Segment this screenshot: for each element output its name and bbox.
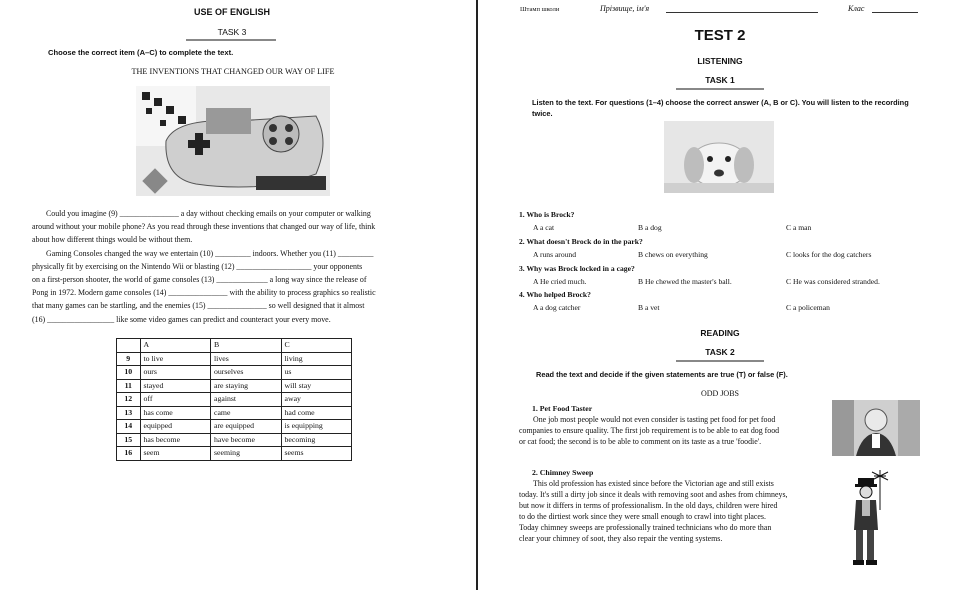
left-page: [0, 0, 476, 590]
question-2: 2. What doesn't Brock do in the park?: [519, 237, 643, 246]
task2-heading: TASK 2: [705, 347, 735, 357]
table-cell: stayed: [140, 379, 211, 393]
listening-heading: LISTENING: [697, 56, 743, 66]
table-cell: has become: [140, 433, 211, 447]
option-4b[interactable]: B a vet: [638, 303, 660, 312]
section1-text: [519, 414, 825, 447]
options-table: [116, 338, 352, 461]
table-row: [117, 420, 352, 434]
table-row: [117, 433, 352, 447]
option-1b[interactable]: B a dog: [638, 223, 662, 232]
table-cell: seem: [140, 447, 211, 461]
passage: [32, 207, 434, 326]
passage-line: Pong in 1972. Modern game consoles (14) _______________ with the ability to process graphics so realistic: [32, 288, 376, 298]
game-controller-image: [136, 86, 330, 196]
section1-line: or cat food; the second is to be able to comment on its taste as a true 'foodie'.: [519, 437, 762, 446]
table-cell: 14: [117, 420, 141, 434]
school-stamp-label: Штамп школи: [520, 6, 560, 13]
table-cell: 16: [117, 447, 141, 461]
task2-underline: [676, 360, 764, 362]
task1-underline: [676, 88, 764, 90]
table-cell: becoming: [281, 433, 352, 447]
table-cell: has come: [140, 406, 211, 420]
passage-line: that many games can be startling, and the enemies (15) _______________ so well designed that it almost: [32, 301, 365, 311]
table-cell: seems: [281, 447, 352, 461]
instruction: Choose the correct item (A–C) to complete the text.: [48, 48, 234, 57]
table-row: [117, 352, 352, 366]
right-page: [478, 0, 957, 590]
table-cell: 12: [117, 393, 141, 407]
section-heading: USE OF ENGLISH: [193, 7, 270, 17]
surname-label: Прізвище, ім'я: [600, 4, 650, 13]
passage-line: physically fit by exercising on the Nintendo Wii or blasting (12) ___________________ your opponents: [32, 261, 363, 271]
table-cell: 15: [117, 433, 141, 447]
class-field[interactable]: [872, 12, 918, 13]
section1-title: 1. Pet Food Taster: [532, 404, 593, 413]
option-1c[interactable]: C a man: [786, 223, 812, 232]
table-cell: 10: [117, 366, 141, 380]
table-header-cell: A: [140, 339, 211, 353]
passage-line: around without your mobile phone? As you read through these inventions that changed our way of life, think: [32, 222, 376, 232]
table-cell: 13: [117, 406, 141, 420]
passage-line: (16) _________________ like some video games can predict and counteract your every move.: [32, 314, 331, 324]
table-cell: came: [211, 406, 282, 420]
odd-jobs-title: ODD JOBS: [700, 389, 739, 398]
table-cell: are equipped: [211, 420, 282, 434]
reading-heading: READING: [700, 328, 740, 338]
text-title: THE INVENTIONS THAT CHANGED OUR WAY OF LIFE: [131, 67, 335, 76]
task-underline: [186, 39, 276, 41]
option-1a[interactable]: A a cat: [533, 223, 555, 232]
table-cell: seeming: [211, 447, 282, 461]
table-row: [117, 406, 352, 420]
test-title: TEST 2: [694, 27, 746, 44]
passage-line: Could you imagine (9) _______________ a day without checking emails on your computer or walking: [46, 209, 371, 218]
question-1: 1. Who is Brock?: [519, 210, 575, 219]
option-2c[interactable]: C looks for the dog catchers: [786, 250, 872, 259]
table-cell: 9: [117, 352, 141, 366]
table-cell: to live: [140, 352, 211, 366]
table-cell: 11: [117, 379, 141, 393]
section2-line: This old profession has existed since before the Victorian age and still exists: [533, 479, 774, 488]
passage-line: Gaming Consoles changed the way we entertain (10) _________ indoors. Whether you (11) _________: [46, 248, 374, 258]
table-cell: against: [211, 393, 282, 407]
section2-line: clear your chimney of soot, they also repair the venting systems.: [519, 534, 723, 543]
dog-image: [664, 121, 774, 193]
section2-line: to do the dirtiest work since they were small enough to crawl into tight places.: [519, 512, 766, 521]
table-header-row: [117, 339, 352, 353]
section1-line: companies to ensure quality. The first job requirement is to be able to eat dog food: [519, 426, 780, 435]
table-row: [117, 393, 352, 407]
question-3: 3. Why was Brock locked in a cage?: [519, 264, 635, 273]
pet-food-taster-image: [832, 400, 920, 456]
table-cell: ours: [140, 366, 211, 380]
table-cell: equipped: [140, 420, 211, 434]
section2-line: but now it differs in terms of professionalism. In the old days, children were hired: [519, 501, 778, 510]
question-4: 4. Who helped Brock?: [519, 290, 591, 299]
passage-line: on a first-person shooter, the world of game consoles (13) _____________ a long way since the release of: [32, 275, 367, 285]
task-heading: TASK 3: [217, 27, 247, 37]
table-cell: will stay: [281, 379, 352, 393]
table-header-cell: B: [211, 339, 282, 353]
table-cell: us: [281, 366, 352, 380]
task1-heading: TASK 1: [705, 75, 735, 85]
section2-text: [519, 478, 825, 544]
listening-instruction: Listen to the text. For questions (1–4) choose the correct answer (A, B or C). You will listen to the recording twice.: [532, 98, 909, 118]
section1-line: One job most people would not even consider is tasting pet food for pet food: [533, 415, 776, 424]
surname-field[interactable]: [666, 12, 818, 13]
table-cell: are staying: [211, 379, 282, 393]
table-cell: had come: [281, 406, 352, 420]
table-cell: have become: [211, 433, 282, 447]
option-3b[interactable]: B He chewed the master's ball.: [638, 277, 732, 286]
class-label: Клас: [848, 4, 865, 13]
option-2a[interactable]: A runs around: [533, 250, 577, 259]
section2-line: today. It's still a dirty job since it deals with removing soot and ashes from chimneys,: [519, 490, 788, 499]
option-3c[interactable]: C He was considered stranded.: [786, 277, 880, 286]
table-cell: ourselves: [211, 366, 282, 380]
option-4a[interactable]: A a dog catcher: [533, 303, 581, 312]
table-row: [117, 366, 352, 380]
table-cell: off: [140, 393, 211, 407]
section2-title: 2. Chimney Sweep: [532, 468, 594, 477]
table-row: [117, 447, 352, 461]
chimney-sweep-image: [850, 470, 900, 568]
section2-line: Today chimney sweeps are professionally trained technicians who do more than: [519, 523, 772, 532]
table-cell: living: [281, 352, 352, 366]
option-4c[interactable]: C a policeman: [786, 303, 830, 312]
passage-line: about how different things would be without them.: [32, 235, 193, 245]
table-cell: is equipping: [281, 420, 352, 434]
table-cell: lives: [211, 352, 282, 366]
table-cell: away: [281, 393, 352, 407]
option-3a[interactable]: A He cried much.: [533, 277, 587, 286]
reading-instruction: Read the text and decide if the given statements are true (T) or false (F).: [536, 370, 788, 379]
table-header-cell: C: [281, 339, 352, 353]
option-2b[interactable]: B chews on everything: [638, 250, 708, 259]
table-row: [117, 379, 352, 393]
table-header-cell: [117, 339, 141, 353]
